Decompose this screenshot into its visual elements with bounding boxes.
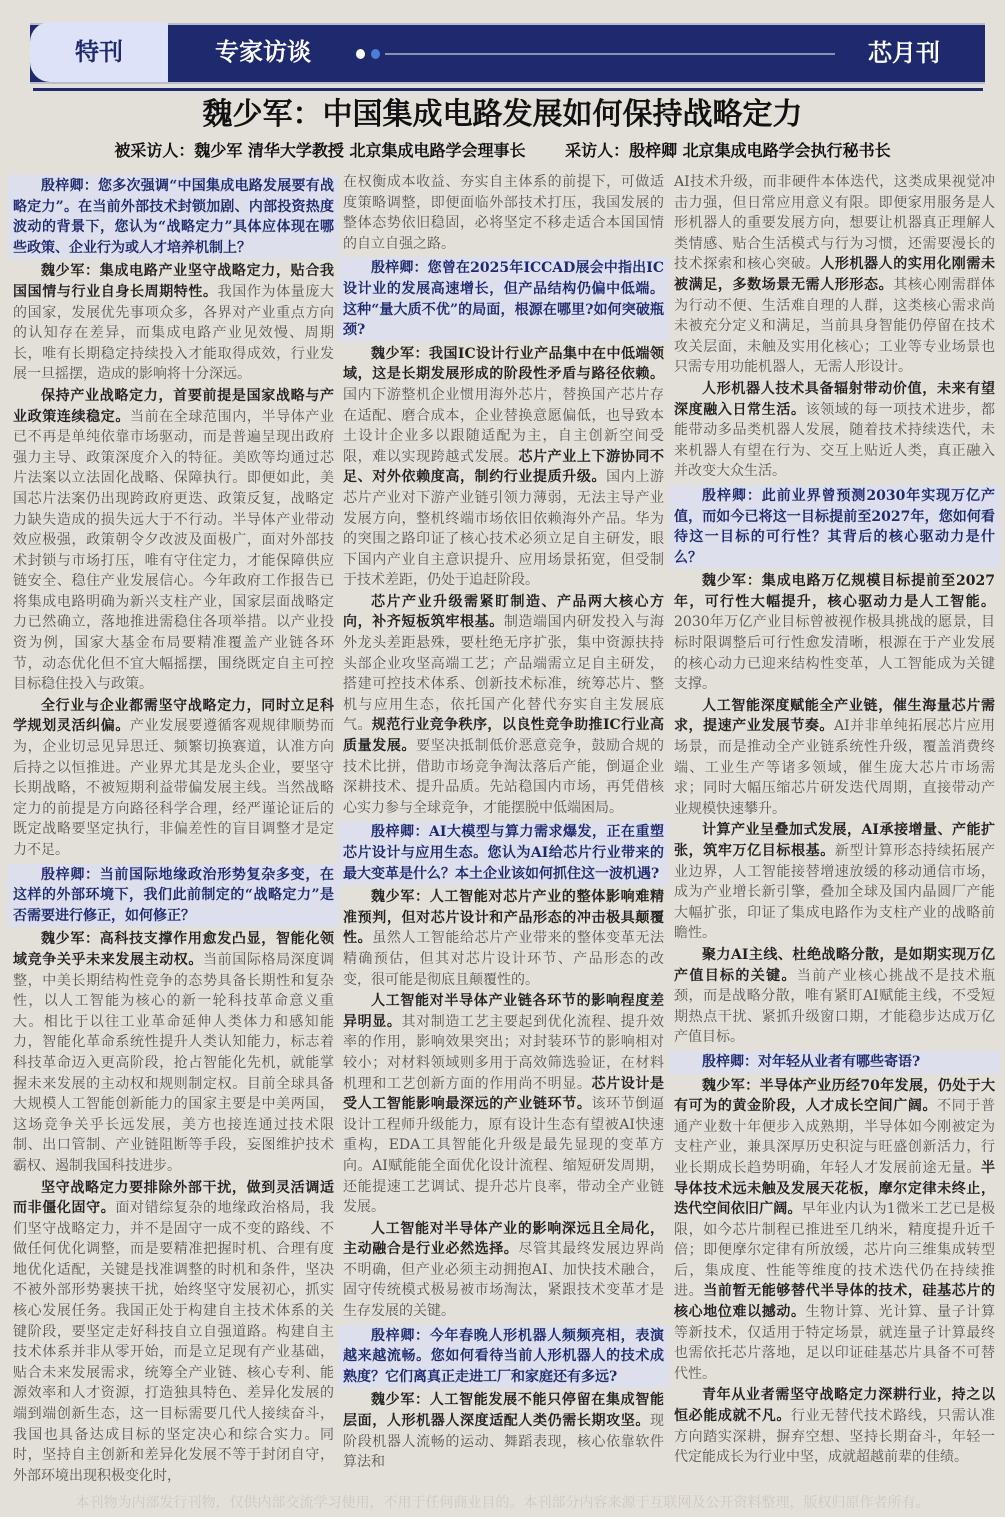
key-point-text: 规范行业竞争秩序，以良性竞争助推IC行业高质量发展。: [343, 717, 664, 755]
key-point-text: 人工智能深度赋能全产业链，催生海量芯片需求，提速产业发展节奏。: [674, 697, 995, 735]
interview-question: [8, 864, 339, 928]
publication-brand: 芯月刊: [868, 39, 940, 67]
answer-paragraph: [13, 929, 334, 1176]
body-text: 制造端国内研发投入与海外龙头差距悬殊，要杜绝无序扩张，集中资源扶持头部企业攻坚高端工艺；产品端需立足自主研发，搭建可控技术体系、创新技术标准，统筹芯片、整机与应用生态，依托国产化替代夯实自主发展底气。: [343, 614, 665, 734]
body-text: 在权衡成本收益、夯实自主体系的前提下，可做适度策略调整，即便面临外部技术打压，我国发展的整体态势依旧稳固，必将坚定不移走适合本国国情的自立自强之路。: [343, 174, 664, 252]
body-text: 殷梓卿：AI大模型与算力需求爆发，正在重塑芯片设计与应用生态。您认为AI给芯片行业带来的最大变革是什么？本土企业该如何抓住这一波机遇?: [343, 824, 664, 882]
answer-paragraph: [674, 1076, 995, 1385]
body-text: 现阶段机器人流畅的运动、舞蹈表现，核心依靠软件算法和: [343, 1413, 664, 1471]
answer-paragraph: [343, 592, 664, 819]
body-text: 当前在全球范围内，半导体产业已不再是单纯依靠市场驱动，而是普遍呈现出政府强力主导、政策深度介入的特征。美欧等均通过芯片法案以立法固化战略、保障执行。即便如此，美国芯片法案仍出现跨政府更迭、政策反复，战略定力缺失造成的损失远大于不行动。半导体产业带动效应极强，政策朝令夕改波及面极广，面对外部技术封锁与市场打压，唯有守住定力，才能保障供应链安全、稳住产业发展信心。今年政府工作报告已将集成电路明确为新兴支柱产业，国家层面战略定力已然确立，落地推进需稳住各项举措。以产业投资为例，国家大基金布局要精准覆盖产业链各环节，动态优化但不宜大幅摇摆，围绕既定自主可控目标稳住投入与政策。: [13, 408, 334, 693]
key-point-text: 芯片产业上下游协同不足、对外依赖度高，制约行业提质升级。: [343, 448, 665, 486]
header-divider: [385, 53, 835, 55]
body-text: 新型计算形态持续拓展产业边界，人工智能接替增速放缓的移动通信市场，成为产业增长新引擎，叠加全球及国内晶圆厂产能大幅扩张，印证了集成电路作为支柱产业的战略前瞻性。: [674, 843, 996, 942]
answer-paragraph: [13, 261, 334, 385]
key-point-text: 当前暂无能够替代半导体的技术，硅基芯片的核心地位难以撼动。: [674, 1283, 996, 1321]
section-label: 专家访谈: [215, 38, 311, 66]
key-point-text: 保持产业战略定力，首要前提是国家战略与产业政策连续稳定。: [13, 387, 334, 425]
answer-paragraph: [343, 887, 664, 990]
body-text: 当前国际格局深度调整，中美长期结构性竞争的态势具备长期性和复杂性，以人工智能为核心的新一轮科技革命意义重大。相比于以往工业革命延伸人类体力和感知能力，智能化革命系统性提升人类认知能力，标志着科技革命迈入更高阶段，抢占智能化先机，就能掌握未来发展的主动权和规则制定权。目前全球具备大规模人工智能创新能力的国家主要是中美两国，这场竞争关乎长远发展，美方也接连通过技术限制、出口管制、产业链阻断等手段，妄图维护技术霸权、遏制我国科技进步。: [13, 951, 334, 1174]
dot-blue-icon: [371, 49, 380, 59]
tab-label: 特刊: [75, 38, 123, 66]
body-text: 殷梓卿：今年春晚人形机器人频频亮相，表演越来越流畅。您如何看待当前人形机器人的技术成熟度？它们离真正走进工厂和家庭还有多远?: [343, 1327, 664, 1385]
body-text: 殷梓卿：您曾在2025年ICCAD展会中指出IC设计业的发展高速增长，但产品结构仍偏中低端。这种“量大质不优”的局面，根源在哪里?如何突破瓶颈?: [343, 260, 664, 339]
answer-paragraph: [343, 344, 664, 591]
body-text: 我国作为体量庞大的国家，发展优先事项众多，各界对产业重点方向的认知存在差异，而集成电路产业见效慢、周期长，唯有长期稳定持续投入才能取得成效，行业发展一旦摇摆，造成的影响将十分深远。: [13, 283, 335, 383]
key-point-text: 人工智能对半导体产业的影响深远且全局化，主动融合是行业必然选择。: [343, 1220, 664, 1258]
dot-white-icon: [356, 49, 365, 59]
body-text: 产业发展要遵循客观规律顺势而为，企业切忌见异思迁、频繁切换赛道，认准方向后持之以恒推进。产业界尤其是龙头企业，要坚守长期战略，不被短期利益带偏发展主线。当然战略定力的前提是方向路径科学合理，经严谨论证后的既定战略要坚定执行，非偏差性的盲目调整才是定力不足。: [13, 718, 334, 858]
key-point-text: 全行业与企业都需坚守战略定力，同时立足科学规划灵活纠偏。: [13, 697, 334, 735]
key-point-text: 青年从业者需坚守战略定力深耕行业，持之以恒必能成就不凡。: [674, 1387, 995, 1425]
body-text: 该环节倒逼设计工程师升级能力，原有设计生态有望被AI快速重构，EDA工具智能化升级是最先显现的变革方向。AI赋能能全面优化设计流程、缩短研发周期，还能提速工艺调试、提升芯片良率，带动全产业链发展。: [343, 1096, 665, 1216]
answer-paragraph: [13, 386, 334, 695]
answer-paragraph: [13, 1178, 334, 1487]
key-point-text: 半导体技术远未触及发展天花板，摩尔定律未终止，迭代空间依旧广阔。: [674, 1159, 995, 1218]
key-point-text: 芯片产业升级需紧盯制造、产品两大核心方向，补齐短板筑牢根基。: [343, 593, 664, 631]
body-text: 其核心刚需群体为行动不便、生活难自理的人群，这类核心需求尚未被充分定义和满足，当前具身智能仍停留在技术攻关层面，未触及实用化核心；工业等专业场景也只需专用功能机器人，无需人形设计。: [674, 276, 996, 376]
answer-paragraph: [343, 1219, 664, 1322]
answer-paragraph: [674, 945, 995, 1048]
body-text: 虽然人工智能给芯片产业带来的整体变革无法精确预估，但其对芯片设计环节、产品形态的改变，很可能是彻底且颠覆性的。: [343, 930, 665, 988]
body-text: 生物计算、光计算、量子计算等新技术，仅适用于特定场景，就连量子计算最终也需依托芯片落地，足以印证硅基芯片具备不可替代性。: [674, 1304, 996, 1382]
body-text: 不同于普通产业数十年便步入成熟期，半导体如今刚被定为支柱产业，兼具深厚历史积淀与旺盛创新活力，行业长期成长趋势明确，年轻人才发展前途无量。: [674, 1098, 996, 1176]
answer-paragraph: [674, 379, 995, 482]
text-column-3: [674, 172, 995, 1469]
body-text: 行业无替代技术路线，只需认准方向踏实深耕，摒弃空想、坚持长期奋斗，年轻一代定能成长为行业中坚，成就超越前辈的佳绩。: [674, 1408, 995, 1466]
interviewee: 被采访人：魏少军 清华大学教授 北京集成电路学会理事长: [114, 141, 526, 160]
key-point-text: 魏少军：集成电路产业坚守战略定力，贴合我国国情与行业自身长周期特性。: [13, 263, 334, 300]
key-point-text: 计算产业呈叠加式发展，AI承接增量、产能扩张，筑牢万亿目标根基。: [674, 822, 995, 859]
byline: [20, 140, 985, 162]
answer-paragraph: [343, 991, 664, 1218]
key-point-text: 人工智能对半导体产业链各环节的影响程度差异明显。: [343, 993, 664, 1030]
interview-question: [669, 485, 1000, 569]
key-point-text: 魏少军：人工智能发展不能只停留在集成智能层面，人形机器人深度适配人类仍需长期攻坚。: [343, 1392, 664, 1430]
body-text: 早年业内认为1微米工艺已是极限，如今芯片制程已推进至几纳米，精度提升近千倍；即便摩尔定律有所放缓，芯片向三维集成转型后，集成度、性能等维度的技术迭代仍在持续推进。: [674, 1201, 995, 1300]
body-text: 面对错综复杂的地缘政治格局，我们坚守战略定力，并不是固守一成不变的路线、不做任何优化调整，而是要精准把握时机、合理有度地优化适配，关键是找准调整的时机和条件，坚决不被外部形势裹挟干扰，始终坚守发展初心，抓实核心发展任务。我国正处于构建自主技术体系的关键阶段，要坚定走好科技自立自强道路。构建自主技术体系并非从零开始，而是立足现有产业基础，贴合未来发展需求，统筹全产业链、核心专利、能源效率和人才资源，打造独具特色、差异化发展的端到端创新生态，这一目标需要几代人接续奋斗，我国也具备达成目标的坚定决心和综合实力。同时，坚持自主创新和差异化发展不等于封闭自守，外部环境出现积极变化时，: [13, 1200, 335, 1484]
masthead: [0, 0, 1005, 94]
interview-question: [338, 1325, 669, 1389]
body-text: 国内下游整机企业惯用海外芯片，替换国产芯片存在适配、磨合成本，企业替换意愿偏低，也导致本土设计企业多以跟随适配为主，自主创新空间受限，难以实现跨越式发展。: [343, 386, 664, 465]
interview-question: [338, 821, 669, 885]
key-point-text: 人形机器人技术具备辐射带动价值，未来有望深度融入日常生活。: [674, 380, 995, 418]
interview-question: [669, 1051, 1000, 1074]
text-column-1: [13, 172, 334, 1487]
answer-paragraph: [343, 1390, 664, 1472]
interview-question: [338, 257, 669, 341]
footer-disclaimer: 本刊物为内部发行刊物，仅供内部交流学习使用，不用于任何商业目的。本刊部分内容来源于互联网及公开资料整理，版权归原作者所有。: [75, 1495, 930, 1512]
answer-paragraph: [13, 696, 334, 861]
key-point-text: 魏少军：集成电路万亿规模目标提前至2027年，可行性大幅提升，核心驱动力是人工智能。: [674, 573, 995, 610]
answer-paragraph: [674, 820, 995, 944]
answer-paragraph: [343, 172, 664, 254]
body-text: 殷梓卿：对年轻从业者有哪些寄语?: [702, 1053, 921, 1070]
key-point-text: 魏少军：半导体产业历经70年发展，仍处于大有可为的黄金阶段，人才成长空间广阔。: [674, 1077, 995, 1115]
body-text: 殷梓卿：此前业界曾预测2030年实现万亿产值，而如今已将这一目标提前至2027年，您如何看待这一目标的可行性？其背后的核心驱动力是什么？: [674, 487, 995, 566]
body-text: 该领域的每一项技术进步，都能带动多品类机器人发展，随着技术持续迭代，未来机器人有望在行为、交互上贴近人类，真正融入并改变大众生活。: [674, 401, 996, 480]
body-text: 当前产业核心挑战不是技术瓶颈，而是战略分散，唯有紧盯AI赋能主线，不受短期热点干扰、紧抓升级窗口期，才能稳步达成万亿产值目标。: [674, 967, 996, 1046]
article-body: [0, 172, 1005, 1487]
body-text: 殷梓卿：您多次强调“中国集成电路发展要有战略定力”。在当前外部技术封锁加剧、内部投资热度波动的背景下，您认为“战略定力”具体应体现在哪些政策、企业行为或人才培养机制上？: [13, 178, 334, 256]
body-text: 尽管其最终发展边界尚不明确，但产业必须主动拥抱AI、加快技术融合，固守传统模式极易被市场淘汰，紧跟技术变革才是生存发展的关键。: [343, 1241, 665, 1320]
body-text: 国内上游芯片产业对下游产业链引领力薄弱，无法主导产业发展方向，整机终端市场依旧依赖海外产品。华为的突围之路印证了核心技术必须立足自主研发，眼下国内产业自主意识提升、应用场景拓宽，但受制于技术差距，仍处于追赶阶段。: [343, 469, 665, 589]
key-point-text: 魏少军：我国IC设计行业产品集中在中低端领域，这是长期发展形成的阶段性矛盾与路径依赖。: [343, 345, 664, 383]
key-point-text: 魏少军：高科技支撑作用愈发凸显，智能化领域竞争关乎未来发展主动权。: [13, 931, 334, 968]
interview-question: [8, 175, 339, 259]
key-point-text: 聚力AI主线、杜绝战略分散，是如期实现万亿产值目标的关键。: [674, 946, 995, 984]
key-point-text: 魏少军：人工智能对芯片产业的整体影响难精准预判，但对芯片设计和产品形态的冲击极具颠覆性。: [343, 889, 664, 947]
body-text: AI技术升级，而非硬件本体迭代，这类成果视觉冲击力强，但日常应用意义有限。即便家用服务是人形机器人的重要发展方向，想要让机器真正理解人类情感、贴合生活模式与行为习惯，还需要漫长的技术探索和核心突破。: [674, 174, 995, 273]
key-point-text: 人形机器人的实用化刚需未被满足，多数场景无需人形形态。: [674, 256, 996, 293]
answer-paragraph: [674, 696, 995, 820]
interviewer: 采访人：殷梓卿 北京集成电路学会执行秘书长: [565, 141, 891, 160]
key-point-text: 坚守战略定力要排除外部干扰，做到灵活调适而非僵化固守。: [13, 1179, 334, 1217]
answer-paragraph: [674, 571, 995, 695]
answer-paragraph: [674, 172, 995, 378]
text-column-2: [343, 172, 664, 1474]
body-text: AI并非单纯拓展芯片应用场景，而是推动全产业链系统性升级，覆盖消费终端、工业生产等诸多领域，催生庞大芯片市场需求；同时大幅压缩芯片研发迭代周期，直接带动产业规模快速攀升。: [674, 718, 996, 817]
body-text: 其对制造工艺主要起到优化流程、提升效率的作用，影响效果突出；对封装环节的影响相对较小；对材料领域则多用于高效筛选验证，在材料机理和工艺创新方面的作用尚不明显。: [343, 1013, 665, 1092]
key-point-text: 芯片设计是受人工智能影响最深远的产业链环节。: [343, 1075, 665, 1113]
body-text: 殷梓卿：当前国际地缘政治形势复杂多变，在这样的外部环境下，我们此前制定的“战略定力”是否需要进行修正，如何修正？: [13, 866, 334, 924]
title-rule: [33, 88, 983, 91]
tab-special-issue[interactable]: [30, 22, 168, 82]
answer-paragraph: [674, 1385, 995, 1467]
article-title: 魏少军：中国集成电路发展如何保持战略定力: [202, 97, 803, 132]
body-text: 要坚决抵制低价恶意竞争，鼓励合规的技术比拼，借助市场竞争淘汰落后产能，倒逼企业深耕技术、提升品质。先站稳国内市场，再凭借核心实力参与全球竞争，才能摆脱中低端困局。: [343, 738, 665, 816]
body-text: 2030年万亿产业目标曾被视作极具挑战的愿景，目标时限调整后可行性愈发清晰，根源在于产业发展的核心动力已迎来结构性变革，人工智能成为关键支撑。: [674, 614, 995, 693]
